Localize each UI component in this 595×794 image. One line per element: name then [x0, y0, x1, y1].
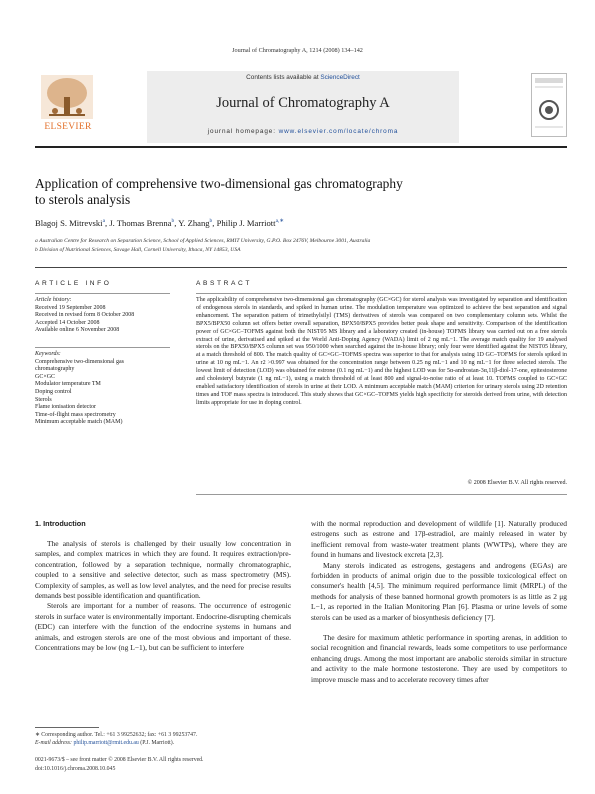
- doi-line[interactable]: doi:10.1016/j.chroma.2008.10.045: [35, 766, 116, 772]
- abstract-text: The applicability of comprehensive two-dimensional gas chromatography (GC×GC) for sterol analysis was investigated by separation and identification of endogenous sterols in standards, and spiked in human urine. The modulation temperature was optimized to achieve the best separation and signal enhancement. The separation pattern of trimethylsilyl (TMS) derivatives of sterols was compared on two complementary column sets. Whilst the BPX5/BPX50 column set offers better overall separation, BPX50/BPX5 provides better peak shape and sensitivity. Comparison of the identification power of GC×GC–TOFMS against both the NIST05 MS library and a laboratory created (in-house) TOFMS library was carried out on a free sterols extract of urine, derivatised and spiked at the World Anti-Doping Agency (WADA) limit of 2 ng mL−1. The average match quality for 19 analysed sterols on the BPX50/BPX5 column set was 950/1000 when searched against the in-house library; only four were identified against the NIST05 library, at a match threshold of 800. The match quality of GC×GC–TOFMS spectra was superior to that for analysis using 1D GC–TOFMS for sterols spiked in urine at 10 ng mL−1. An r2 >0.997 was obtained for the concentration range between 0.25 ng mL−1 and 10 ng mL−1 for three selected sterols. The lowest limit of detection (LOD) was obtained for estrone (0.1 ng mL−1) and the highest LOD was for 5α-androstan-3α,11β-diol-17-one, epitestosterone and cholesteryl butyrate (1 ng mL−1), using a match threshold of at least 800 and signal-to-noise ratio of at least 10. TOFMS coupled to GC×GC enabled satisfactory identification of sterols in urine at their LOD. A minimum acceptable match (MAM) criterion for urinary sterols using 2D retention times and TOF mass spectra is introduced. This study shows that GC×GC–TOFMS yields high specificity for steroids derived from urine, with detection limits appropriate for use in doping control.: [196, 297, 567, 406]
- article-history: [35, 297, 170, 335]
- abstract-bottom-rule: [196, 494, 567, 495]
- elsevier-tree-logo: [35, 71, 99, 143]
- keyword-item: Modulator temperature TM: [35, 381, 101, 388]
- affiliation-b: b Division of Nutritional Sciences, Savage Hall, Cornell University, Ithaca, NY 14853, USA: [35, 247, 241, 253]
- keyword-item: Sterols: [35, 396, 52, 403]
- sciencedirect-link[interactable]: ScienceDirect: [320, 74, 360, 81]
- keyword-list: [35, 351, 170, 427]
- email-label: E-mail address:: [35, 740, 74, 746]
- journal-cover-icon: [532, 74, 566, 136]
- abstract-heading: ABSTRACT: [196, 280, 252, 287]
- footnote-rule: [35, 727, 99, 728]
- body-paragraph: The desire for maximum athletic performance in sporting arenas, in addition to social recognition and financial rewards, leads some competitors to use performance enhancing drugs. Among the most important are anabolic steroids similar in structure and activity to the male hormone testosterone. They are used by competitors to improve muscle mass and to accelerate recovery times after: [311, 633, 567, 684]
- journal-citation: Journal of Chromatography A, 1214 (2008) 134–142: [232, 47, 363, 54]
- section-heading-introduction: 1. Introduction: [35, 519, 86, 528]
- body-paragraph: with the normal reproduction and development of wildlife [1]. Naturally produced estrogens such as estrone and 17β-estradiol, are mainly released in water by inefficient removal from waste-water treatment plants (WWTPs), where they are found in humans and livestock excreta [2,3].: [311, 519, 567, 560]
- keywords-label: Keywords:: [35, 351, 61, 357]
- author-list: Blagoj S. Mitrevski$^a$, J. Thomas Brenna$^b$, Y. Zhang$^b$, Philip J. Marriott$^{a,∗}$: [35, 218, 284, 228]
- homepage-line: [147, 128, 459, 135]
- body-paragraph: Many sterols indicated as estrogens, gestagens and androgens (EGAs) are forbidden in products of animal origin due to the possible toxicological effect on consumer's health [4,5]. The minimum required performance limit (MRPL) of the methods for analysis of these banned hormonal growth promoters is as little as 2 μg L−1, as reported in the Italian Monitoring Plan [6]. Plasma or urine levels of some sterols can be used as a marker of biosynthesis deficiency [7].: [311, 560, 567, 622]
- article-info-heading: ARTICLE INFO: [35, 280, 112, 287]
- keyword-item: chromatography: [35, 366, 75, 373]
- email-line: [35, 740, 291, 746]
- article-title-line1: Application of comprehensive two-dimensional gas chromatography: [35, 176, 403, 191]
- keyword-item: Doping control: [35, 388, 72, 395]
- abstract-top-rule: [196, 293, 567, 294]
- article-title: [35, 176, 545, 208]
- keyword-item: Comprehensive two-dimensional gas: [35, 358, 124, 365]
- journal-title: Journal of Chromatography A: [216, 95, 390, 111]
- contents-line: [147, 74, 459, 81]
- keyword-item: GC×GC: [35, 373, 56, 380]
- body-column-left: [35, 539, 291, 653]
- history-label: Article history:: [35, 297, 72, 303]
- author-name: Blagoj S. Mitrevski: [35, 218, 103, 228]
- masthead-rule: [35, 146, 567, 148]
- corresponding-author-note: ∗ Corresponding author. Tel.: +61 3 99252632; fax: +61 3 99253747.: [35, 732, 198, 738]
- keyword-item: Time-of-flight mass spectrometry: [35, 411, 116, 418]
- email-link[interactable]: philip.marriott@rmit.edu.au: [73, 740, 139, 746]
- article-info-rule: [35, 293, 170, 294]
- author-name: Y. Zhang: [178, 218, 210, 228]
- abstract-copyright: © 2008 Elsevier B.V. All rights reserved.: [467, 480, 567, 486]
- homepage-prefix: journal homepage:: [207, 128, 279, 135]
- keyword-item: Flame ionisation detector: [35, 404, 96, 411]
- author-sup[interactable]: a,∗: [275, 218, 284, 225]
- contents-prefix: Contents lists available at: [246, 74, 321, 81]
- author-sup[interactable]: b: [209, 218, 213, 225]
- keywords-rule: [35, 347, 170, 348]
- issn-line: 0021-9673/$ – see front matter © 2008 Elsevier B.V. All rights reserved.: [35, 757, 204, 763]
- email-suffix: (P.J. Marriott).: [138, 740, 175, 746]
- history-item: Received 19 September 2008: [35, 304, 106, 311]
- masthead-banner: [147, 71, 459, 143]
- body-paragraph: Sterols are important for a number of reasons. The occurrence of estrogenic sterols in surface water is environmentally important. Endocrine-disrupting chemicals (EDC) can interfere with the function of the endocrine systems in humans and animals, and estrogen sterols are one of the most obvious and important of these. Concentrations may be low (ng L−1), but can be sufficient to interfere: [35, 601, 291, 653]
- body-column-right: [311, 519, 567, 685]
- journal-homepage-link[interactable]: www.elsevier.com/locate/chroma: [278, 128, 399, 135]
- journal-masthead: [35, 71, 567, 145]
- publisher-name: ELSEVIER: [44, 122, 92, 132]
- journal-cover-thumbnail: [531, 73, 567, 137]
- author-name: Philip J. Marriott: [216, 218, 276, 228]
- article-title-line2: to sterols analysis: [35, 192, 131, 207]
- affiliation-a: a Australian Centre for Research on Separation Science, School of Applied Sciences, RMIT University, G.P.O. Box 2476V, Melbourne 3001, Australia: [35, 238, 371, 244]
- header-rule: [35, 267, 567, 268]
- history-item: Accepted 14 October 2008: [35, 319, 100, 326]
- author-sup[interactable]: a: [102, 218, 106, 225]
- body-paragraph: The analysis of sterols is challenged by their usually low concentration in samples, and complex matrices in which they are found. It requires extraction/pre-concentration, followed by a separation technique, normally chromatographic, coupled to a sensitive and selective detector, such as mass spectrometry (MS). Complexity of samples, as well as low level analytes, and the need for precise results demands best possible identification and quantification.: [35, 539, 291, 601]
- author-name: J. Thomas Brenna: [109, 218, 172, 228]
- history-item: Available online 6 November 2008: [35, 327, 120, 334]
- author-sup[interactable]: b: [171, 218, 175, 225]
- history-item: Received in revised form 8 October 2008: [35, 312, 135, 319]
- keyword-item: Minimum acceptable match (MAM): [35, 419, 123, 426]
